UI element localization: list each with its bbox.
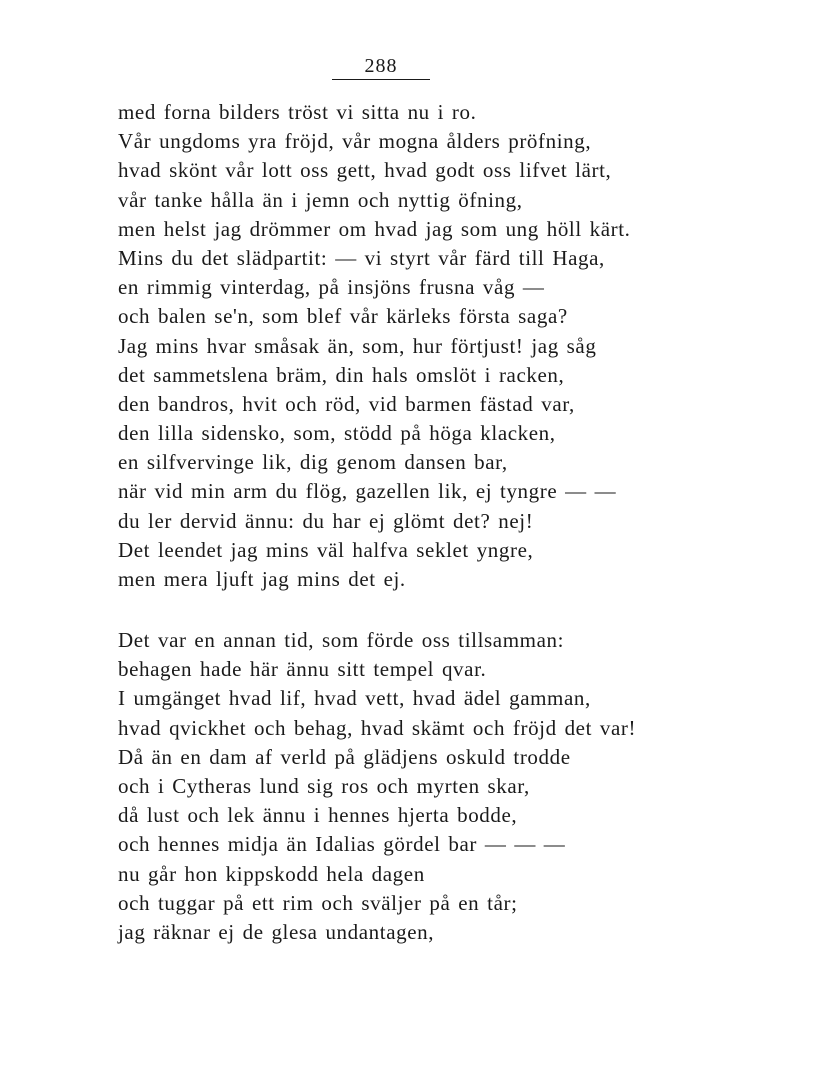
poem-line: Mins du det slädpartit: — vi styrt vår färd till Haga, [118,245,605,270]
poem-line: du ler dervid ännu: du har ej glömt det? nej! [118,508,534,533]
poem-line: jag räknar ej de glesa undantagen, [118,919,435,944]
poem-line: den bandros, hvit och röd, vid barmen fästad var, [118,391,575,416]
poem-line: och hennes midja än Idalias gördel bar — — — [118,832,566,857]
poem-line: när vid min arm du flög, gazellen lik, ej tyngre — — [118,479,617,504]
poem-line: och balen se'n, som blef vår kärleks första saga? [118,304,568,329]
poem-line: nu går hon kippskodd hela dagen [118,861,425,886]
poem-line: behagen hade här ännu sitt tempel qvar. [118,657,487,682]
poem-line: Vår ungdoms yra fröjd, vår mogna ålders pröfning, [118,129,592,154]
poem-line: Det var en annan tid, som förde oss tillsamman: [118,628,565,652]
poem-line: Det leendet jag mins väl halfva seklet yngre, [118,537,534,562]
poem-line: den lilla sidensko, som, stödd på höga klacken, [118,421,556,446]
poem-line: en silfvervinge lik, dig genom dansen bar, [118,450,508,475]
stanza-1 [118,98,678,594]
poem-line: och i Cytheras lund sig ros och myrten skar, [118,773,530,798]
page-number-rule [332,79,430,80]
stanza-2 [118,626,678,947]
poem-line: men mera ljuft jag mins det ej. [118,567,406,591]
poem-line: det sammetslena bräm, din hals omslöt i racken, [118,362,565,387]
poem-line: hvad skönt vår lott oss gett, hvad godt oss lifvet lärt, [118,158,612,183]
poem-line: Jag mins hvar småsak än, som, hur förtjust! jag såg [118,333,597,358]
page-number: 288 [364,55,398,77]
poem-line: men helst jag drömmer om hvad jag som ung höll kärt. [118,216,631,241]
poem-line: en rimmig vinterdag, på insjöns frusna våg — [118,275,545,300]
poem-line: I umgänget hvad lif, hvad vett, hvad ädel gamman, [118,686,591,711]
poem-line: och tuggar på ett rim och sväljer på en tår; [118,890,518,915]
poem-line: då lust och lek ännu i hennes hjerta bodde, [118,803,518,828]
poem-line: vår tanke hålla än i jemn och nyttig öfning, [118,187,523,212]
poem-line: Då än en dam af verld på glädjens oskuld trodde [118,744,571,769]
poem-line: med forna bilders tröst vi sitta nu i ro. [118,100,477,124]
poem-line: hvad qvickhet och behag, hvad skämt och fröjd det var! [118,715,637,740]
